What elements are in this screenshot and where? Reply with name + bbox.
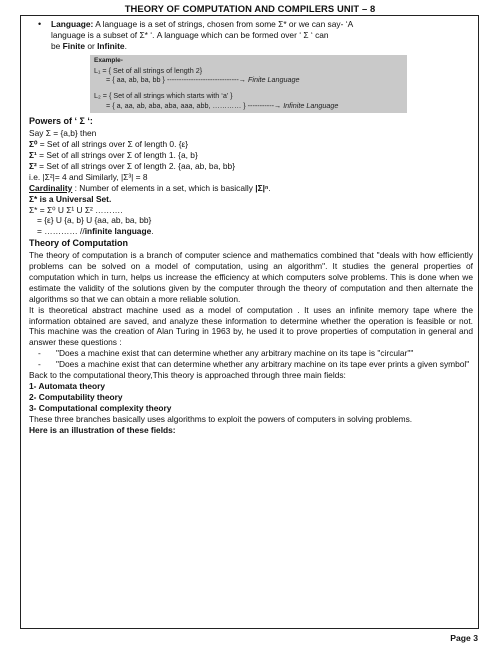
- powers-say: Say Σ = {a,b} then: [29, 128, 97, 139]
- powers-sigma-0: Σ⁰ = Set of all strings over Σ of length 0. {ε}: [29, 139, 189, 150]
- toc-paragraph-2: It is theoretical abstract machine used as a model of computation . It uses an infinite memory tape where the information obtained are saved, and analyze these information to determine whether the operation is feasible or not. This machine was the creation of Alan Turing in 1963 by, he used it to prove properties of computation in general and answer these questions :: [29, 304, 473, 348]
- example-l1-value: = { aa, ab, ba, bb } ------------------------------→ Finite Language: [106, 75, 300, 85]
- powers-sigma-2: Σ² = Set of all strings over Σ of length 2. {aa, ab, ba, bb}: [29, 160, 235, 171]
- field-computability: 2- Computability theory: [29, 391, 123, 402]
- page-header: THEORY OF COMPUTATION AND COMPILERS UNIT – 8: [124, 3, 376, 14]
- field-complexity: 3- Computational complexity theory: [29, 402, 172, 413]
- powers-ie: i.e. |Σ²|= 4 and Similarly, |Σ³| = 8: [29, 171, 148, 182]
- language-line-1: Language: A language is a set of strings, chosen from some Σ* or we can say- ‘A: [51, 19, 354, 29]
- toc-question-1: - "Does a machine exist that can determine whether any arbitrary machine on its tape is "circular"": [38, 348, 414, 359]
- arrow-icon: -----------→: [247, 100, 282, 110]
- example-l2-def: L₂ = { Set of all strings which starts with ‘a’ }: [94, 90, 233, 100]
- page-content: [29, 19, 473, 436]
- page-number: Page 3: [450, 633, 478, 643]
- powers-title: Powers of ‘ Σ ‘:: [29, 116, 93, 127]
- toc-title: Theory of Computation: [29, 238, 128, 249]
- language-line-2: language is a subset of Σ* ‘. A language which can be formed over ‘ Σ ‘ can: [51, 29, 329, 40]
- toc-paragraph-3: These three branches basically uses algorithms to exploit the powers of computers in solving problems.: [29, 413, 413, 424]
- toc-question-2: - "Does a machine exist that can determine whether any arbitrary machine on its tape ever prints a given symbol": [38, 359, 470, 370]
- universal-line-3: = ………… //infinite language.: [37, 226, 154, 237]
- example-box: [90, 55, 407, 114]
- universal-line-1: Σ* = Σ⁰ U Σ¹ U Σ² ……….: [29, 204, 123, 215]
- powers-sigma-1: Σ¹ = Set of all strings over Σ of length 1. {a, b}: [29, 149, 198, 160]
- toc-illustration: Here is an illustration of these fields:: [29, 424, 176, 435]
- language-bullet: [29, 19, 473, 52]
- field-automata: 1- Automata theory: [29, 381, 106, 392]
- example-title: Example-: [94, 56, 123, 64]
- bullet-icon: •: [38, 19, 42, 29]
- cardinality-line: Cardinality : Number of elements in a set, which is basically |Σ|ⁿ.: [29, 182, 271, 193]
- universal-line-2: = {ε} U {a, b} U {aa, ab, ba, bb}: [37, 215, 152, 226]
- universal-set-line: Σ* is a Universal Set.: [29, 193, 112, 204]
- language-line-3: be Finite or Infinite.: [51, 40, 127, 51]
- arrow-icon: ------------------------------→: [166, 75, 246, 85]
- example-l2-value: = { a, aa, ab, aba, aba, aaa, abb, ………… } -----------→ Infinite Language: [106, 100, 339, 110]
- toc-back: Back to the computational theory,This theory is approached through three main fields:: [29, 370, 346, 381]
- toc-paragraph-1: The theory of computation is a branch of computer science and mathematics combined that "deals with how efficiently problems can be solved on a model of computation, using an algorithm". It studies the general properties of computation which in turn, helps us increase the efficiency at which computers solve problems. This is done when we estimate the validity of the solutions given by the computer through the theory of computation and then alternate the algorithms so that we can obtain a more reliable solution.: [29, 250, 473, 304]
- example-l1-def: L₁ = { Set of all strings of length 2}: [94, 65, 203, 75]
